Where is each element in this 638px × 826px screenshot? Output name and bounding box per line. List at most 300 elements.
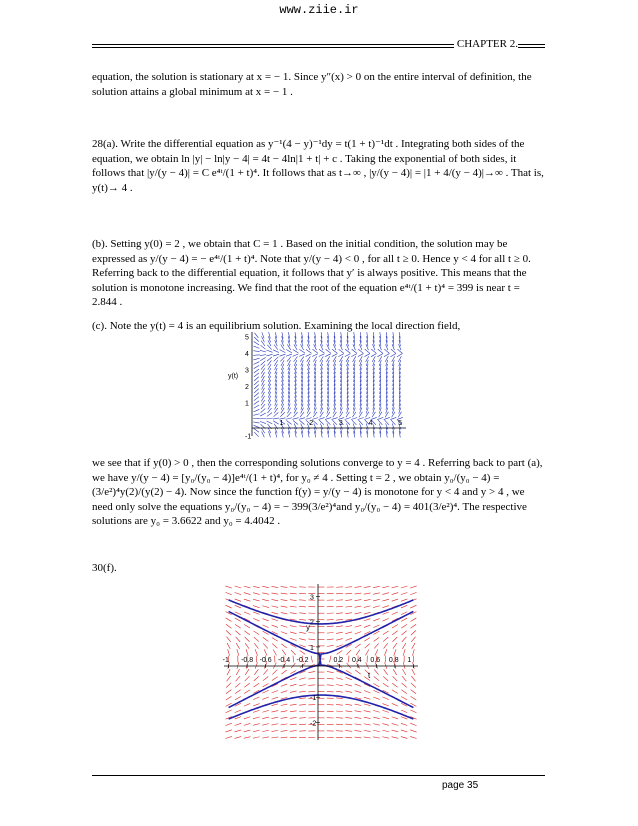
field-segment bbox=[401, 723, 407, 725]
field-segment bbox=[379, 423, 381, 429]
solution-curve-lower bbox=[229, 695, 414, 719]
field-segment bbox=[355, 612, 362, 613]
field-segment bbox=[299, 724, 306, 725]
field-segment bbox=[340, 344, 343, 350]
field-segment bbox=[290, 711, 297, 712]
field-segment bbox=[272, 697, 278, 699]
field-segment bbox=[384, 649, 387, 655]
field-segment bbox=[254, 365, 259, 368]
field-segment bbox=[333, 423, 335, 429]
field-segment bbox=[307, 344, 310, 350]
field-segment bbox=[253, 346, 259, 348]
field-segment bbox=[358, 354, 364, 357]
field-segment bbox=[355, 625, 362, 627]
field-segment bbox=[267, 421, 273, 424]
y-tick-label: 2 bbox=[245, 383, 249, 391]
field-segment bbox=[339, 412, 343, 417]
field-segment bbox=[290, 731, 297, 732]
field-segment bbox=[326, 356, 329, 361]
field-segment bbox=[281, 711, 288, 712]
field-segment bbox=[391, 349, 396, 353]
field-segment bbox=[382, 724, 389, 726]
field-segment bbox=[307, 356, 311, 361]
field-segment bbox=[226, 618, 232, 622]
field-segment bbox=[333, 356, 336, 361]
field-segment bbox=[226, 637, 230, 642]
field-segment bbox=[236, 637, 241, 642]
field-segment bbox=[355, 717, 362, 718]
field-segment bbox=[235, 690, 241, 694]
field-segment bbox=[281, 606, 288, 607]
field-segment bbox=[336, 678, 343, 680]
field-segment bbox=[327, 639, 334, 640]
field-segment bbox=[336, 606, 343, 607]
field-segment bbox=[281, 724, 288, 725]
field-segment bbox=[365, 412, 368, 417]
field-segment bbox=[245, 669, 249, 675]
field-segment bbox=[271, 730, 278, 731]
field-segment bbox=[398, 356, 401, 362]
paragraph-3: (b). Setting y(0) = 2 , we obtain that C = 1 . Based on the initial condition, the solution may be expressed as y/(y − 4) = − e⁴ᵗ/(1 + t)⁴. Note that y/(y − 4) < 0 , for all t ≥ 0. Hence y < 4 for all t ≥ 0. Referring back to the differential equation, it follows that y′ is always positive. This means that the solution is monotone increasing. We find that the root of the equation e⁴ᵗ/(1 + t)⁴ = 399 is near t = 2.844 . bbox=[92, 238, 531, 308]
x-tick-label: -1 bbox=[222, 657, 229, 664]
field-segment bbox=[401, 592, 407, 594]
field-segment bbox=[373, 423, 375, 429]
field-segment bbox=[327, 691, 334, 692]
field-segment bbox=[374, 669, 378, 674]
field-segment bbox=[244, 586, 251, 588]
field-segment bbox=[392, 730, 399, 732]
field-segment bbox=[253, 730, 260, 732]
field-segment bbox=[255, 649, 258, 655]
direction-field-1 bbox=[253, 332, 403, 437]
field-segment bbox=[353, 423, 355, 429]
field-segment bbox=[345, 587, 352, 588]
field-segment bbox=[254, 425, 260, 428]
field-segment bbox=[410, 605, 416, 608]
field-segment bbox=[384, 354, 390, 357]
field-segment bbox=[308, 671, 315, 672]
field-segment bbox=[378, 349, 383, 353]
field-segment bbox=[236, 669, 239, 675]
field-segment bbox=[254, 683, 260, 687]
field-segment bbox=[236, 676, 240, 681]
field-segment bbox=[313, 420, 318, 424]
field-segment bbox=[351, 354, 357, 357]
field-segment bbox=[401, 730, 407, 732]
field-segment bbox=[282, 650, 286, 656]
field-segment bbox=[402, 637, 407, 642]
field-segment bbox=[262, 586, 269, 587]
field-segment bbox=[319, 349, 324, 353]
field-segment bbox=[299, 626, 306, 627]
field-segment bbox=[307, 412, 311, 417]
field-segment bbox=[266, 418, 272, 419]
field-segment bbox=[392, 586, 399, 588]
field-segment bbox=[345, 711, 352, 712]
field-segment bbox=[262, 593, 269, 594]
field-segment bbox=[384, 349, 389, 353]
field-segment bbox=[383, 618, 389, 621]
x-axis-label: t bbox=[368, 671, 371, 680]
x-tick-label: 3 bbox=[338, 420, 343, 427]
field-segment bbox=[382, 737, 389, 738]
field-segment bbox=[352, 349, 357, 353]
field-segment bbox=[262, 697, 268, 699]
field-segment bbox=[345, 420, 349, 425]
field-segment bbox=[353, 344, 356, 350]
field-segment bbox=[359, 412, 362, 417]
field-segment bbox=[373, 586, 380, 587]
field-segment bbox=[254, 669, 258, 674]
field-segment bbox=[364, 717, 371, 718]
field-segment bbox=[410, 618, 416, 622]
field-segment bbox=[266, 354, 272, 356]
field-segment bbox=[412, 669, 415, 675]
field-segment bbox=[360, 423, 362, 429]
field-segment bbox=[346, 638, 352, 640]
field-segment bbox=[254, 389, 259, 393]
field-segment bbox=[327, 685, 334, 686]
field-segment bbox=[345, 724, 352, 725]
field-segment bbox=[372, 344, 374, 350]
field-segment bbox=[245, 637, 250, 642]
field-segment bbox=[374, 643, 379, 648]
field-segment bbox=[382, 704, 388, 706]
field-segment bbox=[393, 676, 398, 681]
field-segment bbox=[299, 593, 306, 594]
field-segment bbox=[281, 644, 287, 648]
field-segment bbox=[336, 691, 343, 692]
y-tick-label: 1 bbox=[310, 644, 314, 652]
field-segment bbox=[235, 599, 241, 601]
field-segment bbox=[237, 662, 239, 669]
field-segment bbox=[225, 736, 231, 738]
field-segment bbox=[286, 421, 291, 425]
field-segment bbox=[290, 587, 297, 588]
field-segment bbox=[392, 412, 395, 417]
field-segment bbox=[262, 619, 268, 621]
field-segment bbox=[290, 717, 297, 718]
field-segment bbox=[332, 349, 337, 353]
field-segment bbox=[272, 690, 278, 692]
field-segment bbox=[373, 599, 380, 601]
field-segment bbox=[336, 718, 343, 719]
field-segment bbox=[402, 631, 407, 635]
field-segment bbox=[291, 650, 296, 655]
field-segment bbox=[290, 684, 297, 686]
field-segment bbox=[281, 684, 287, 686]
field-segment bbox=[227, 676, 231, 681]
field-segment bbox=[336, 685, 343, 686]
field-segment bbox=[384, 417, 390, 419]
field-segment bbox=[253, 599, 260, 601]
field-segment bbox=[327, 645, 334, 646]
field-segment bbox=[254, 429, 259, 433]
field-segment bbox=[397, 349, 402, 353]
field-segment bbox=[392, 344, 394, 350]
field-segment bbox=[235, 624, 241, 628]
field-segment bbox=[364, 737, 371, 738]
field-segment bbox=[235, 697, 241, 700]
field-segment bbox=[366, 356, 369, 362]
field-segment bbox=[253, 612, 259, 614]
field-segment bbox=[401, 586, 408, 588]
field-segment bbox=[364, 586, 371, 587]
field-segment bbox=[299, 632, 306, 633]
paragraph-5: we see that if y(0) > 0 , then the corresponding solutions converge to y = 4 . Referring back to part (a), we have y/(y − 4) = [y₀/(y₀ − 4)]e⁴ᵗ/(1 + t)⁴, for y₀ ≠ 4 . Setting t = 2 , we obtain y₀/(y₀ − 4) = (3/e²)⁴y(2)/(y(2) − 4). Now since the function f(y) = y/(y − 4) is monotone for y < 4 and y > 4 , we need only solve the equations y₀/(y₀ − 4) = − 399(3/e²)⁴and y₀/(y₀ − 4) = 401(3/e²)⁴. The respective solutions are y₀ = 3.6622 and y₀ = 4.4042 . bbox=[92, 457, 543, 527]
field-segment bbox=[308, 691, 315, 692]
field-segment bbox=[364, 354, 370, 357]
field-segment bbox=[281, 625, 288, 627]
field-segment bbox=[373, 690, 379, 693]
field-segment bbox=[373, 619, 379, 621]
field-segment bbox=[254, 643, 258, 648]
field-segment bbox=[235, 586, 242, 588]
field-segment bbox=[326, 349, 331, 353]
field-segment bbox=[355, 587, 362, 588]
field-segment bbox=[386, 344, 388, 350]
field-segment bbox=[300, 412, 304, 417]
field-segment bbox=[271, 737, 278, 738]
field-segment bbox=[273, 421, 278, 424]
field-segment bbox=[226, 710, 232, 713]
field-segment bbox=[392, 737, 399, 739]
field-segment bbox=[338, 354, 344, 357]
field-segment bbox=[339, 349, 344, 353]
field-segment bbox=[254, 637, 259, 641]
field-segment bbox=[345, 354, 351, 357]
field-segment bbox=[392, 683, 397, 687]
field-segment bbox=[336, 626, 343, 627]
field-segment bbox=[227, 643, 230, 649]
field-segment bbox=[364, 730, 371, 731]
field-segment bbox=[392, 612, 398, 615]
field-segment bbox=[393, 643, 397, 649]
field-segment bbox=[327, 671, 334, 672]
field-segment bbox=[373, 697, 379, 699]
field-segment bbox=[412, 643, 415, 649]
field-segment bbox=[345, 606, 352, 607]
x-tick-label: 0.4 bbox=[351, 657, 362, 664]
field-segment bbox=[374, 637, 379, 641]
field-segment bbox=[281, 730, 288, 731]
field-segment bbox=[382, 606, 388, 608]
field-segment bbox=[373, 730, 380, 731]
field-segment bbox=[364, 612, 371, 614]
y-tick-label: 1 bbox=[245, 400, 249, 408]
page-number: page 35 bbox=[442, 780, 479, 791]
field-segment bbox=[244, 599, 250, 601]
y-tick-label: 3 bbox=[245, 367, 249, 375]
field-segment bbox=[374, 677, 379, 681]
field-segment bbox=[272, 625, 278, 627]
field-segment bbox=[290, 632, 297, 634]
y-axis-label: y(t) bbox=[228, 373, 239, 380]
field-segment bbox=[260, 355, 266, 356]
field-segment bbox=[332, 418, 338, 420]
field-segment bbox=[355, 724, 362, 725]
field-segment bbox=[410, 736, 416, 738]
field-segment bbox=[319, 354, 325, 357]
field-segment bbox=[281, 593, 288, 594]
field-segment bbox=[365, 349, 370, 353]
field-segment bbox=[392, 717, 398, 719]
field-segment bbox=[272, 638, 278, 642]
field-segment bbox=[411, 631, 416, 636]
field-segment bbox=[227, 669, 230, 675]
field-segment bbox=[236, 643, 240, 649]
field-segment bbox=[235, 683, 240, 687]
field-segment bbox=[359, 344, 362, 350]
field-segment bbox=[366, 662, 369, 668]
footer-rule bbox=[92, 775, 545, 776]
field-segment bbox=[244, 683, 249, 687]
field-segment bbox=[366, 649, 369, 655]
field-segment bbox=[355, 684, 361, 686]
field-segment bbox=[373, 593, 380, 594]
field-segment bbox=[290, 638, 296, 640]
field-segment bbox=[260, 421, 266, 423]
field-segment bbox=[253, 618, 259, 621]
y-tick-label: -2 bbox=[310, 720, 317, 728]
field-segment bbox=[382, 710, 388, 712]
field-segment bbox=[299, 349, 304, 353]
field-segment bbox=[290, 593, 297, 594]
field-segment bbox=[244, 717, 250, 719]
field-segment bbox=[254, 676, 259, 681]
field-segment bbox=[383, 637, 388, 641]
paragraph-4: (c). Note the y(t) = 4 is an equilibrium solution. Examining the local direction field, bbox=[92, 320, 461, 332]
field-segment bbox=[299, 613, 306, 614]
field-segment bbox=[402, 683, 407, 687]
field-segment bbox=[286, 418, 292, 419]
field-segment bbox=[254, 369, 259, 373]
field-segment bbox=[290, 606, 297, 607]
field-segment bbox=[326, 420, 331, 424]
field-segment bbox=[244, 690, 250, 694]
field-segment bbox=[373, 683, 379, 686]
field-segment bbox=[299, 704, 306, 705]
field-segment bbox=[272, 677, 278, 681]
field-segment bbox=[299, 418, 305, 420]
field-segment bbox=[254, 409, 260, 412]
field-segment bbox=[253, 710, 259, 712]
field-segment bbox=[281, 600, 288, 601]
field-segment bbox=[403, 662, 405, 669]
field-segment bbox=[263, 683, 269, 686]
y-tick-label: 4 bbox=[245, 350, 249, 358]
solution-curve-upper bbox=[229, 600, 414, 624]
field-segment bbox=[345, 717, 352, 718]
field-segment bbox=[290, 724, 297, 725]
field-segment bbox=[300, 356, 304, 361]
field-segment bbox=[263, 643, 268, 648]
field-segment bbox=[271, 724, 278, 725]
field-segment bbox=[401, 690, 407, 694]
field-segment bbox=[351, 418, 357, 420]
x-tick-label: 1 bbox=[279, 420, 284, 427]
field-segment bbox=[299, 354, 305, 357]
field-segment bbox=[290, 737, 297, 738]
field-segment bbox=[312, 349, 317, 353]
field-segment bbox=[299, 606, 306, 607]
field-segment bbox=[390, 417, 396, 419]
field-segment bbox=[271, 599, 278, 600]
field-segment bbox=[411, 683, 416, 688]
field-segment bbox=[337, 650, 343, 654]
field-segment bbox=[254, 373, 259, 377]
field-segment bbox=[402, 676, 406, 681]
field-segment bbox=[402, 643, 406, 649]
field-segment bbox=[273, 662, 276, 668]
field-segment bbox=[254, 362, 260, 365]
field-segment bbox=[327, 632, 334, 633]
field-segment bbox=[411, 676, 415, 681]
field-segment bbox=[401, 624, 407, 628]
field-segment bbox=[235, 730, 241, 732]
field-segment bbox=[271, 586, 278, 587]
field-segment bbox=[235, 605, 241, 608]
field-segment bbox=[263, 669, 267, 674]
field-segment bbox=[345, 632, 352, 634]
field-segment bbox=[226, 631, 231, 636]
field-segment bbox=[358, 349, 363, 353]
field-segment bbox=[314, 344, 317, 350]
field-segment bbox=[355, 730, 362, 731]
field-segment bbox=[306, 349, 311, 353]
field-segment bbox=[346, 677, 352, 679]
field-segment bbox=[385, 356, 388, 362]
field-segment bbox=[327, 626, 334, 627]
field-segment bbox=[347, 663, 351, 668]
field-segment bbox=[235, 737, 242, 739]
field-segment bbox=[279, 354, 285, 356]
field-segment bbox=[401, 710, 407, 713]
field-segment bbox=[382, 730, 389, 732]
field-segment bbox=[268, 340, 271, 346]
field-segment bbox=[272, 704, 279, 706]
field-segment bbox=[336, 711, 343, 712]
field-segment bbox=[255, 662, 257, 668]
field-segment bbox=[262, 737, 269, 738]
field-segment bbox=[345, 704, 352, 705]
field-segment bbox=[254, 401, 259, 405]
field-segment bbox=[301, 424, 304, 430]
x-tick-label: 0.6 bbox=[370, 657, 381, 664]
field-segment bbox=[375, 649, 378, 655]
field-segment bbox=[271, 593, 278, 594]
field-segment bbox=[345, 731, 352, 732]
field-segment bbox=[299, 711, 306, 712]
field-segment bbox=[246, 649, 248, 655]
field-segment bbox=[308, 678, 315, 679]
field-segment bbox=[293, 354, 299, 356]
field-segment bbox=[244, 730, 251, 732]
y-tick-label: 5 bbox=[245, 334, 249, 342]
field-segment bbox=[411, 690, 416, 694]
field-segment bbox=[372, 412, 375, 417]
field-segment bbox=[355, 670, 360, 674]
field-segment bbox=[260, 418, 266, 419]
field-segment bbox=[333, 344, 336, 350]
field-segment bbox=[412, 649, 414, 656]
field-segment bbox=[319, 420, 324, 424]
field-segment bbox=[364, 711, 371, 713]
field-segment bbox=[410, 586, 416, 588]
field-segment bbox=[327, 423, 329, 429]
field-segment bbox=[401, 737, 408, 739]
field-segment bbox=[336, 698, 343, 699]
